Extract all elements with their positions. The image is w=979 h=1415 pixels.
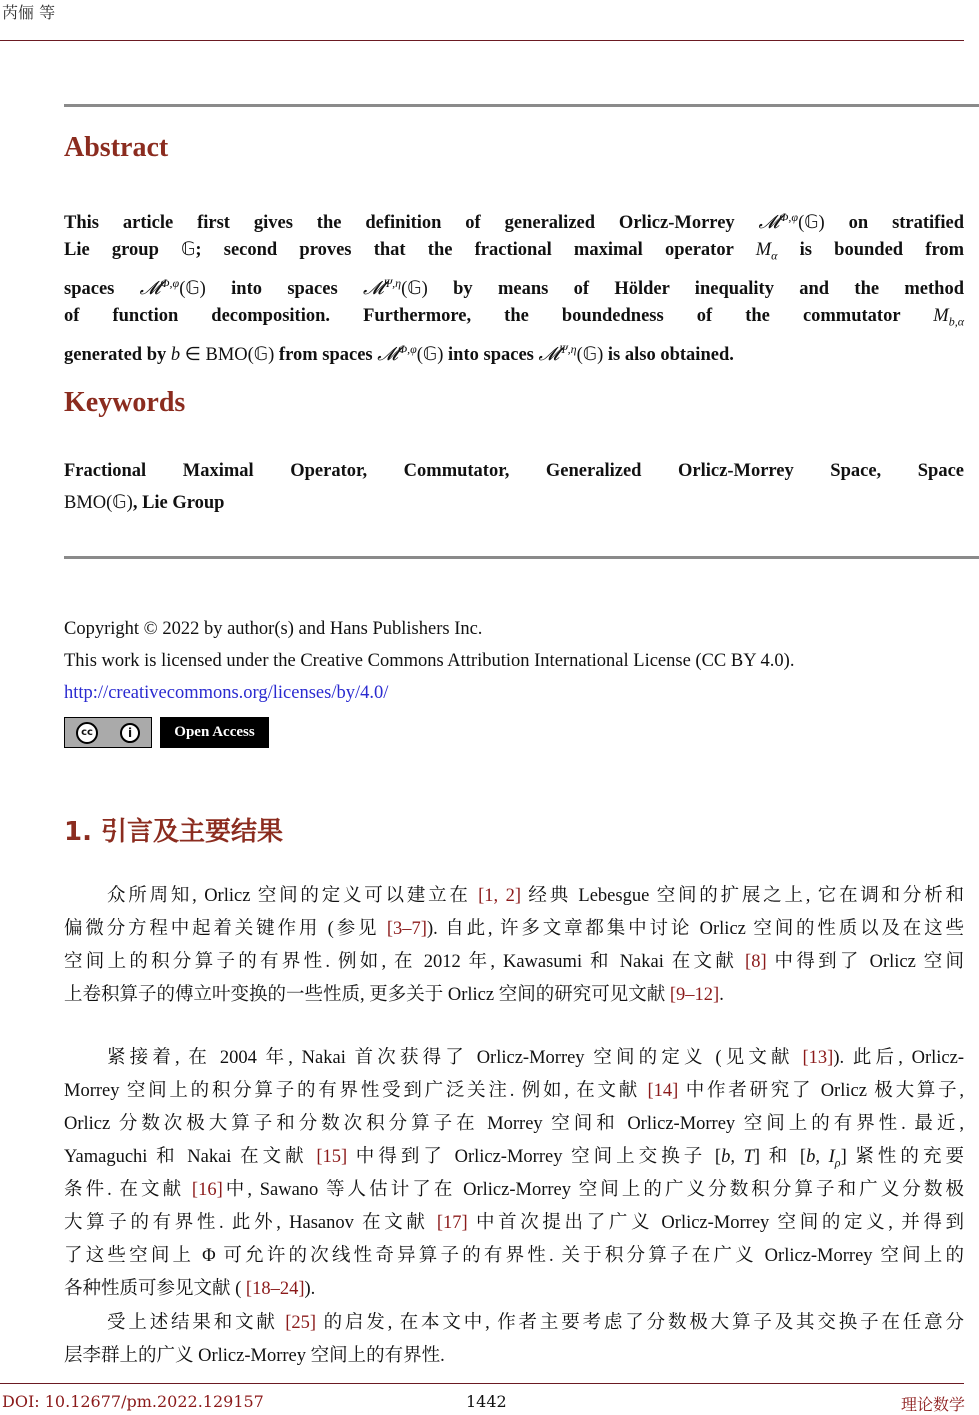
text-segment: 中, Sawano 等人估计了在 Orlicz-Morrey 空间上的广义分数积分算子和广义分数极 bbox=[222, 1180, 964, 1200]
text-segment: into spaces bbox=[443, 345, 539, 366]
math-expression: Φ,φ bbox=[779, 210, 799, 224]
math-expression: (𝔾) bbox=[401, 279, 428, 300]
math-expression: 𝔾 bbox=[181, 240, 196, 260]
text-segment: ] 和 [ bbox=[753, 1147, 807, 1167]
math-expression: b bbox=[170, 345, 181, 366]
text-line bbox=[64, 917, 964, 941]
text-segment: Lie group bbox=[64, 240, 182, 260]
top-divider bbox=[64, 104, 979, 107]
math-expression: (𝔾) bbox=[416, 345, 444, 366]
text-line bbox=[64, 1344, 964, 1368]
citation-link[interactable]: [16] bbox=[191, 1180, 223, 1200]
text-segment: by means of Hölder inequality and the method bbox=[427, 279, 964, 300]
cc-icon: cc bbox=[76, 722, 98, 744]
math-expression: 𝓜 bbox=[377, 345, 398, 366]
text-segment: from spaces bbox=[274, 345, 378, 366]
text-line bbox=[64, 1277, 964, 1301]
math-expression: b,α bbox=[948, 314, 964, 329]
math-expression: b, T bbox=[721, 1147, 754, 1167]
text-line bbox=[107, 1046, 964, 1070]
text-segment: 中首次提出了广义 Orlicz-Morrey 空间的定义, 并得到 bbox=[467, 1213, 964, 1233]
text-line bbox=[64, 304, 964, 334]
text-line bbox=[64, 205, 964, 235]
text-segment: 了这些空间上 Φ 可允许的次线性奇异算子的有界性. 关于积分算子在广义 Orlicz-Morrey 空间上的 bbox=[64, 1246, 964, 1266]
text-segment: ; second proves that the fractional maximal operator bbox=[195, 240, 756, 260]
text-line bbox=[64, 238, 964, 268]
text-segment: ] 紧性的充要 bbox=[840, 1147, 964, 1167]
text-segment: 大算子的有界性. 此外, Hasanov 在文献 bbox=[64, 1213, 437, 1233]
text-segment: 各种性质可参见文献 ( bbox=[64, 1279, 246, 1299]
footer-rule bbox=[0, 1383, 964, 1384]
bottom-divider bbox=[64, 556, 979, 559]
math-expression: M bbox=[755, 240, 772, 260]
abstract-heading: Abstract bbox=[64, 132, 169, 163]
math-expression: α bbox=[771, 248, 778, 263]
text-segment: 中得到了 Orlicz-Morrey 空间上交换子 [ bbox=[347, 1147, 722, 1167]
math-expression: BMO(𝔾) bbox=[64, 493, 133, 513]
text-segment: Yamaguchi 和 Nakai 在文献 bbox=[64, 1147, 317, 1167]
math-expression: Ψ,η bbox=[559, 342, 577, 356]
text-segment: ). 此后, Orlicz- bbox=[833, 1048, 965, 1068]
math-expression: 𝓜 bbox=[538, 345, 560, 366]
footer-doi: DOI: 10.12677/pm.2022.129157 bbox=[2, 1392, 264, 1411]
header-rule bbox=[0, 40, 964, 41]
text-line bbox=[107, 884, 964, 908]
keywords-heading: Keywords bbox=[64, 387, 186, 418]
cc-by-badge[interactable] bbox=[64, 717, 152, 748]
text-segment: spaces bbox=[64, 279, 140, 300]
text-segment: 中得到了 Orlicz 空间 bbox=[766, 952, 964, 972]
text-line bbox=[64, 1211, 964, 1235]
math-expression: (𝔾) bbox=[576, 345, 604, 366]
section-heading: 1. 引言及主要结果 bbox=[64, 817, 284, 847]
text-line bbox=[64, 1079, 964, 1103]
open-access-badge: Open Access bbox=[160, 717, 269, 748]
text-segment: of function decomposition. Furthermore, the boundedness of the commutator bbox=[64, 306, 934, 326]
text-segment: on stratified bbox=[824, 213, 964, 234]
copyright-notice: Copyright © 2022 by author(s) and Hans Publishers Inc. bbox=[64, 619, 483, 639]
journal-name: 理论数学 bbox=[900, 1395, 965, 1414]
math-expression: b, I bbox=[806, 1147, 835, 1167]
attribution-icon: i bbox=[120, 723, 140, 743]
text-line bbox=[64, 983, 964, 1007]
text-line bbox=[64, 1145, 964, 1175]
math-expression: (𝔾) bbox=[798, 213, 825, 234]
text-segment: ). bbox=[304, 1279, 316, 1299]
citation-link[interactable]: [17] bbox=[436, 1213, 468, 1233]
citation-link[interactable]: [1, 2] bbox=[478, 886, 522, 906]
text-line bbox=[64, 1178, 964, 1202]
text-segment: is bounded from bbox=[777, 240, 964, 260]
text-segment: 空间上的积分算子的有界性. 例如, 在 2012 年, Kawasumi 和 Nakai 在文献 bbox=[64, 952, 746, 972]
text-segment: Orlicz 分数次极大算子和分数次积分算子在 Morrey 空间和 Orlicz-Morrey 空间上的有界性. 最近, bbox=[64, 1114, 964, 1134]
math-expression: 𝓜 bbox=[139, 279, 161, 300]
text-segment: Morrey 空间上的积分算子的有界性受到广泛关注. 例如, 在文献 bbox=[64, 1081, 648, 1101]
math-expression: Ψ,η bbox=[383, 276, 402, 290]
text-segment: 中作者研究了 Orlicz 极大算子, bbox=[678, 1081, 964, 1101]
text-line bbox=[64, 459, 964, 483]
math-expression: M bbox=[933, 306, 949, 326]
text-segment: 上卷积算子的傅立叶变换的一些性质, 更多关于 Orlicz 空间的研究可见文献 bbox=[64, 985, 670, 1005]
text-segment: This article first gives the definition of generalized Orlicz-Morrey bbox=[64, 213, 759, 234]
text-segment: Fractional Maximal Operator, Commutator, Generalized Orlicz-Morrey Space, Space bbox=[64, 461, 964, 481]
text-line bbox=[64, 950, 964, 974]
citation-link[interactable]: [15] bbox=[316, 1147, 348, 1167]
text-segment: 众所周知, Orlicz 空间的定义可以建立在 bbox=[107, 886, 479, 906]
text-segment: . bbox=[719, 985, 724, 1005]
citation-link[interactable]: [14] bbox=[647, 1081, 679, 1101]
citation-link[interactable]: [9–12] bbox=[669, 985, 720, 1005]
math-expression: ∈ BMO(𝔾) bbox=[180, 345, 275, 366]
license-statement: This work is licensed under the Creative Commons Attribution International License (CC BY 4.0). bbox=[64, 651, 795, 671]
citation-link[interactable]: [8] bbox=[745, 952, 767, 972]
text-line bbox=[107, 1311, 964, 1335]
text-segment: 经典 Lebesgue 空间的扩展之上, 它在调和分析和 bbox=[521, 886, 965, 906]
text-segment: 受上述结果和文献 bbox=[107, 1313, 286, 1333]
text-line bbox=[64, 337, 964, 367]
text-line bbox=[64, 271, 964, 301]
text-segment: 层李群上的广义 Orlicz-Morrey 空间上的有界性. bbox=[64, 1346, 445, 1366]
text-segment: ). 自此, 许多文章都集中讨论 Orlicz 空间的性质以及在这些 bbox=[426, 919, 964, 939]
text-line bbox=[64, 1244, 964, 1268]
citation-link[interactable]: [25] bbox=[285, 1313, 317, 1333]
math-expression: ρ bbox=[834, 1155, 841, 1170]
license-link[interactable]: http://creativecommons.org/licenses/by/4.0/ bbox=[64, 683, 389, 703]
text-segment: 的启发, 在本文中, 作者主要考虑了分数极大算子及其交换子在任意分 bbox=[316, 1313, 964, 1333]
citation-link[interactable]: [18–24] bbox=[245, 1279, 305, 1299]
text-segment: , Lie Group bbox=[132, 493, 225, 513]
citation-link[interactable]: [3–7] bbox=[386, 919, 427, 939]
math-expression: Φ,φ bbox=[397, 342, 417, 356]
text-segment: 紧接着, 在 2004 年, Nakai 首次获得了 Orlicz-Morrey 空间的定义 (见文献 bbox=[107, 1048, 803, 1068]
math-expression: 𝓜 bbox=[363, 279, 384, 300]
citation-link[interactable]: [13] bbox=[802, 1048, 834, 1068]
running-header: 芮俪 等 bbox=[2, 3, 56, 22]
page-number: 1442 bbox=[466, 1392, 507, 1411]
math-expression: 𝓜 bbox=[758, 213, 780, 234]
text-line bbox=[64, 1112, 964, 1136]
text-line bbox=[64, 491, 964, 515]
text-segment: 偏微分方程中起着关键作用 (参见 bbox=[64, 919, 387, 939]
text-segment: generated by bbox=[64, 345, 171, 366]
math-expression: (𝔾) bbox=[179, 279, 206, 300]
math-expression: Φ,φ bbox=[160, 276, 180, 290]
text-segment: is also obtained. bbox=[603, 345, 734, 366]
text-segment: 条件. 在文献 bbox=[64, 1180, 192, 1200]
text-segment: into spaces bbox=[205, 279, 363, 300]
